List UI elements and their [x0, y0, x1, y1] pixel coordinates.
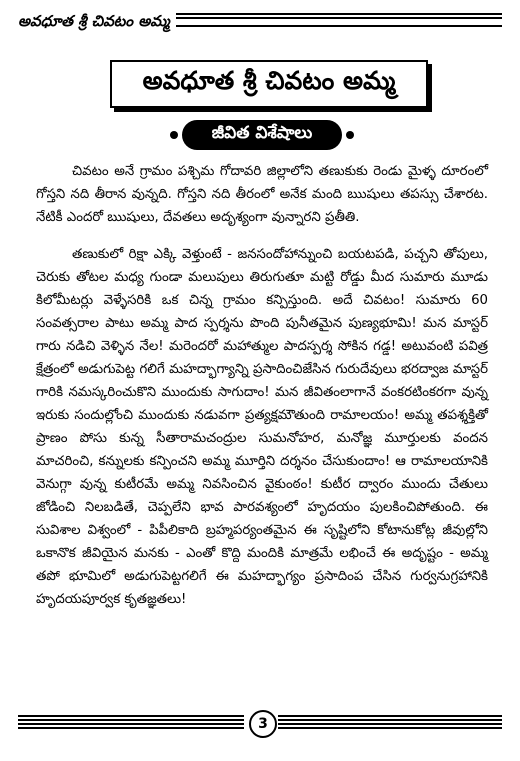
- section-heading: జీవిత విశేషాలు: [211, 123, 313, 143]
- header-rule: [176, 13, 502, 27]
- page-title: అవధూత శ్రీ చివటం అమ్మ: [142, 66, 396, 95]
- banner-left-dot: [170, 131, 178, 139]
- body-text: [36, 160, 488, 611]
- footer-rule-right: [278, 715, 502, 729]
- paragraph-1: చివటం అనే గ్రామం పశ్చిమ గోదావరి జిల్లాలోని తణుకుకు రెండు మైళ్ళ దూరంలో గోస్తని నది తీరాన వున్నది. గోస్తని నది తీరంలో అనేక మంది ఋషులు తపస్సు చేశారట. నేటికీ ఎందరో ఋషులు, దేవతలు అదృశ్యంగా వున్నారని ప్రతీతి.: [36, 164, 488, 225]
- title-box: [110, 60, 428, 108]
- footer-rule-left: [18, 715, 244, 729]
- section-banner: [168, 118, 356, 154]
- page-number: 3: [249, 710, 277, 738]
- paragraph-2: తణుకులో రిక్షా ఎక్కి వెళ్తుంటే - జనసందోహాన్నుంచి బయటపడి, పచ్చని తోపులు, చెరుకు తోటల మధ్య గుండా మలుపులు తిరుగుతూ మట్టి రోడ్డు మీద సుమారు మూడు కిలోమీటర్లు వెళ్ళేసరికి ఒక చిన్న గ్రామం కన్పిస్తుంది. అదే చివటం! సుమారు 60 సంవత్సరాల పాటు అమ్మ పాద స్పర్శను పొంది పునీతమైన పుణ్యభూమి! మన మాస్టర్ గారు నడిచి వెళ్ళిన నేల! మరెందరో మహాత్ముల పాదస్పర్శ సోకిన గడ్డ! అటువంటి పవిత్ర క్షేత్రంలో అడుగుపెట్ట గలిగే మహద్భాగ్యాన్ని ప్రసాదించిజేసిన గురుదేవులు భరద్వాజ మాస్టర్ గారికి నమస్కరించుకొని ముందుకు సాగుదాం! మన జీవితంలాగానే వంకరటింకరగా వున్న ఇరుకు సందుల్లోంచి ముందుకు నడువగా ప్రత్యక్షమౌతుంది రామాలయం! అమ్మ తపశ్శక్తితో ప్రాణం పోసు కున్న సీతారామచంద్రుల సుమనోహర, మనోజ్ఞ మూర్తులకు వందన మాచరించి, కన్నులకు కన్పించని అమ్మ మూర్తిని దర్శనం చేసుకుందాం! ఆ రామాలయానికి వెనుగ్గా వున్న కుటీరమే అమ్మ నివసించిన వైకుంఠం! కుటీర ద్వారం ముందు చేతులు జోడించి నిలబడితే, చెప్పలేని భావ పారవశ్యంలో హృదయం పులకించిపోతుంది. ఈ సువిశాల విశ్వంలో - పిపీలికాది బ్రహ్మపర్యంతమైన ఈ సృష్టిలోని కోటానుకోట్ల జీవుల్లోని ఒకానొక జీవియైన మనకు - ఎంతో కొద్ది మందికి మాత్రమే లభించే ఈ అదృష్టం - అమ్మ తపో భూమిలో అడుగుపెట్టగలిగే ఈ మహద్భాగ్యం ప్రసాదింప చేసిన గుర్వనుగ్రహానికి హృదయపూర్వక కృతజ్ఞతలు!: [36, 247, 488, 607]
- running-header-text: అవధూత శ్రీ చివటం అమ్మ: [18, 12, 170, 30]
- banner-right-dot: [346, 131, 354, 139]
- section-heading-pill: [182, 120, 342, 150]
- running-header: [18, 8, 502, 30]
